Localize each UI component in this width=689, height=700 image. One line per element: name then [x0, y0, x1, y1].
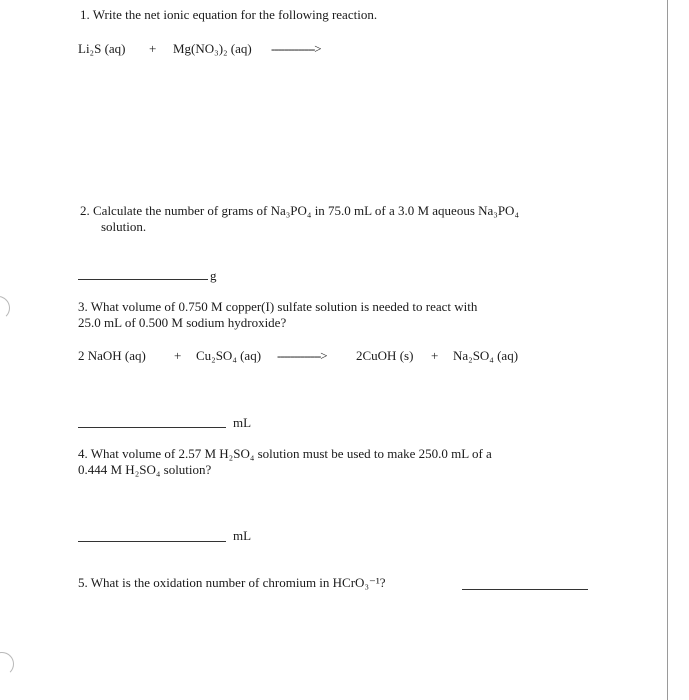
q2-prompt-line2: solution.: [101, 219, 147, 234]
q5-answer-blank[interactable]: [462, 589, 588, 590]
q4-unit: mL: [233, 528, 252, 543]
q3-unit: mL: [233, 415, 252, 430]
q3-reactant-2: Cu₂SO₄ (aq): [196, 348, 262, 363]
q3-reactant-1: 2 NaOH (aq): [78, 348, 146, 363]
q3-product-1: 2CuOH (s): [356, 348, 414, 363]
q1-reactant-2: Mg(NO₃)₂ (aq): [173, 41, 252, 56]
q1-prompt: 1. Write the net ionic equation for the following reaction.: [80, 7, 378, 22]
q3-plus-2: +: [431, 348, 439, 363]
q3-plus-1: +: [174, 348, 182, 363]
q3-prompt-line1: 3. What volume of 0.750 M copper(I) sulfate solution is needed to react with: [78, 299, 478, 314]
binding-arc: [0, 652, 14, 676]
q3-arrow: ------------->: [277, 348, 327, 363]
q4-answer-blank[interactable]: [78, 541, 226, 542]
page-edge: [667, 0, 668, 700]
binding-arc: [0, 296, 10, 320]
q2-answer-blank[interactable]: [78, 279, 208, 280]
q3-prompt-line2: 25.0 mL of 0.500 M sodium hydroxide?: [78, 315, 287, 330]
q1-reactant-1: Li₂S (aq): [78, 41, 126, 56]
q4-prompt-line1: 4. What volume of 2.57 M H₂SO₄ solution must be used to make 250.0 mL of a: [78, 446, 492, 461]
q4-prompt-line2: 0.444 M H₂SO₄ solution?: [78, 462, 212, 477]
q1-plus: +: [149, 41, 157, 56]
q5-prompt: 5. What is the oxidation number of chromium in HCrO₃⁻¹?: [78, 575, 386, 590]
q3-product-2: Na₂SO₄ (aq): [453, 348, 519, 363]
q2-unit: g: [210, 268, 217, 283]
q3-answer-blank[interactable]: [78, 427, 226, 428]
q2-prompt-line1: 2. Calculate the number of grams of Na₃PO₄ in 75.0 mL of a 3.0 M aqueous Na₃PO₄: [80, 203, 519, 218]
q1-arrow: ------------->: [271, 41, 321, 56]
